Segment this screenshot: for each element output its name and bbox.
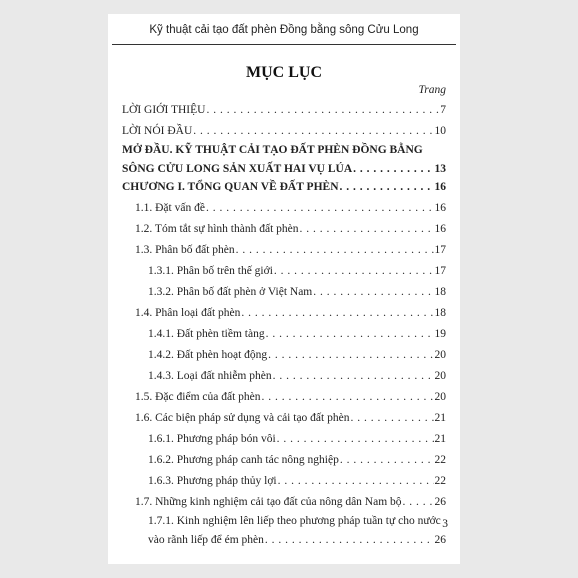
toc-entry-chuong-1[interactable] [122, 179, 446, 195]
toc-entry-1-4-3[interactable] [148, 368, 446, 384]
leader-dots [300, 221, 434, 237]
toc-entry-1-6-3[interactable] [148, 473, 446, 489]
toc-entry-text: SÔNG CỬU LONG SẢN XUẤT HAI VỤ LÚA [122, 163, 353, 175]
page-column-label: Trang [418, 84, 446, 96]
toc-entry-1-3-1[interactable] [148, 263, 446, 279]
toc-entry-gioi-thieu[interactable] [122, 102, 446, 118]
leader-dots [340, 179, 434, 195]
toc-entry-page: 13 [434, 163, 446, 175]
toc-entry-page: 16 [434, 181, 446, 193]
leader-dots [350, 410, 433, 426]
toc-entry-text: 1.7. Những kinh nghiệm cải tạo đất của nông dân Nam bộ [135, 496, 402, 508]
toc-entry-page: 16 [434, 202, 446, 214]
toc-entry-page: 22 [434, 454, 446, 466]
toc-entry-1-2[interactable] [135, 221, 446, 237]
toc-entry-1-5[interactable] [135, 389, 446, 405]
leader-dots [273, 368, 434, 384]
toc-entry-page: 20 [434, 349, 446, 361]
toc-entry-text: 1.6.2. Phương pháp canh tác nông nghiệp [148, 454, 339, 466]
leader-dots [266, 326, 434, 342]
toc-entry-page: 21 [434, 412, 446, 424]
toc-entry-page: 17 [434, 244, 446, 256]
toc-entry-page: 26 [434, 534, 446, 546]
toc-entry-1-6-1[interactable] [148, 431, 446, 447]
toc-entry-1-3-2[interactable] [148, 284, 446, 300]
toc-entry-text: 1.6.3. Phương pháp thủy lợi [148, 475, 277, 487]
leader-dots [193, 123, 433, 139]
header-rule [112, 44, 456, 45]
toc-entry-1-7-1[interactable] [148, 532, 446, 548]
toc-entry-page: 19 [434, 328, 446, 340]
leader-dots [206, 200, 434, 216]
leader-dots [403, 494, 434, 510]
toc-entry-text: 1.4.2. Đất phèn hoạt động [148, 349, 268, 361]
toc-entry-1-7-1-line1[interactable]: 1.7.1. Kinh nghiệm lên liếp theo phương pháp tuần tự cho nước [148, 515, 441, 527]
toc-entry-1-7[interactable] [135, 494, 446, 510]
running-header: Kỹ thuật cải tạo đất phèn Đồng bằng sông Cửu Long [149, 24, 419, 36]
toc-entry-1-4-2[interactable] [148, 347, 446, 363]
toc-entry-page: 7 [440, 104, 446, 116]
toc-entry-page: 10 [434, 125, 446, 137]
toc-entry-text: 1.3. Phân bố đất phèn [135, 244, 235, 256]
toc-entry-noi-dau[interactable] [122, 123, 446, 139]
toc-entry-text: 1.3.2. Phân bố đất phèn ở Việt Nam [148, 286, 313, 298]
toc-entry-mo-dau[interactable] [122, 161, 446, 177]
leader-dots [277, 431, 434, 447]
toc-entry-page: 26 [434, 496, 446, 508]
leader-dots [340, 452, 434, 468]
leader-dots [353, 161, 433, 177]
toc-entry-text: 1.2. Tóm tắt sự hình thành đất phèn [135, 223, 299, 235]
toc-entry-1-4[interactable] [135, 305, 446, 321]
toc-entry-text: LỜI GIỚI THIỆU [122, 104, 206, 116]
toc-entry-1-3[interactable] [135, 242, 446, 258]
toc-entry-text: 1.1. Đặt vấn đề [135, 202, 205, 214]
toc-entry-1-6-2[interactable] [148, 452, 446, 468]
toc-entry-1-4-1[interactable] [148, 326, 446, 342]
leader-dots [278, 473, 434, 489]
toc-entry-text: 1.4.1. Đất phèn tiềm tàng [148, 328, 265, 340]
toc-entry-text: 1.4. Phân loại đất phèn [135, 307, 241, 319]
toc-entry-text: LỜI NÓI ĐẦU [122, 125, 193, 137]
leader-dots [206, 102, 439, 118]
toc-entry-page: 17 [434, 265, 446, 277]
toc-entry-page: 18 [434, 307, 446, 319]
toc-entry-text: 1.6. Các biện pháp sử dụng và cải tạo đất phèn [135, 412, 350, 424]
toc-entry-page: 21 [434, 433, 446, 445]
page-number: 3 [442, 518, 448, 530]
toc-entry-text: 1.4.3. Loại đất nhiễm phèn [148, 370, 272, 382]
toc-entry-page: 16 [434, 223, 446, 235]
leader-dots [262, 389, 434, 405]
toc-entry-text: vào rãnh liếp để ém phèn [148, 534, 264, 546]
toc-title: MỤC LỤC [246, 64, 322, 81]
toc-entry-page: 20 [434, 391, 446, 403]
leader-dots [313, 284, 433, 300]
toc-entry-1-1[interactable] [135, 200, 446, 216]
toc-entry-text: 1.5. Đặc điểm của đất phèn [135, 391, 261, 403]
leader-dots [241, 305, 433, 321]
toc-entry-page: 18 [434, 286, 446, 298]
toc-entry-text: 1.6.1. Phương pháp bón vôi [148, 433, 276, 445]
leader-dots [274, 263, 434, 279]
leader-dots [268, 347, 433, 363]
toc-entry-1-6[interactable] [135, 410, 446, 426]
leader-dots [265, 532, 434, 548]
book-page [108, 14, 460, 564]
toc-entry-page: 22 [434, 475, 446, 487]
leader-dots [236, 242, 434, 258]
toc-entry-text: CHƯƠNG I. TỔNG QUAN VỀ ĐẤT PHÈN [122, 181, 339, 193]
toc-entry-page: 20 [434, 370, 446, 382]
toc-entry-text: 1.3.1. Phân bố trên thế giới [148, 265, 273, 277]
toc-entry-mo-dau-line1[interactable]: MỞ ĐẦU. KỸ THUẬT CẢI TẠO ĐẤT PHÈN ĐỒNG BẰNG [122, 144, 423, 156]
